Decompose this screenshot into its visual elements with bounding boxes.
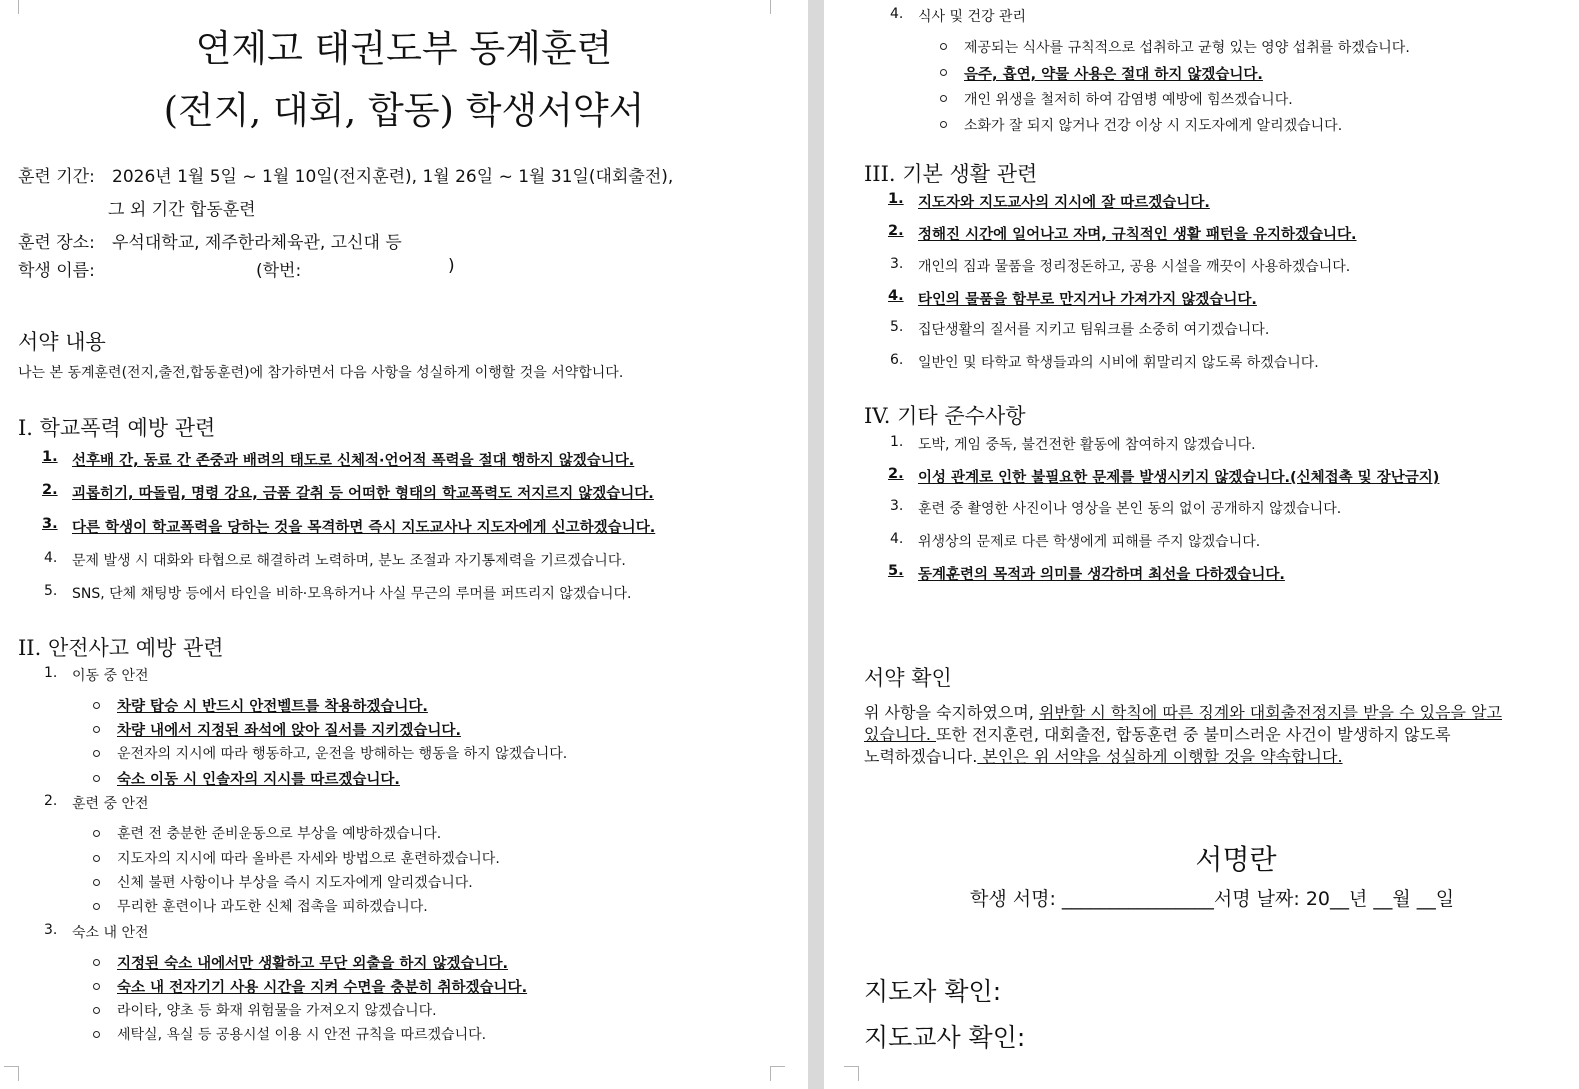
section1-item-number: 4.	[44, 550, 58, 566]
document-title-line1: 연제고 태권도부 동계훈련	[195, 27, 613, 70]
section4-item-5: 동계훈련의 목적과 의미를 생각하며 최선을 다하겠습니다.	[918, 567, 1285, 583]
section2-2-item-4: 무리한 훈련이나 과도한 신체 접촉을 피하겠습니다.	[117, 899, 428, 915]
section3-item-number: 6.	[890, 352, 904, 368]
bullet-circle	[940, 121, 947, 128]
section2-2-item-1: 훈련 전 충분한 준비운동으로 부상을 예방하겠습니다.	[117, 826, 442, 842]
signature-heading: 서명란	[1195, 843, 1277, 876]
confirm-text-underlined: 있습니다.	[864, 725, 936, 744]
section2-4-item-1: 제공되는 식사를 규칙적으로 섭취하고 균형 있는 영양 섭취를 하겠습니다.	[964, 40, 1410, 56]
sign-date-value[interactable]: 20__년 __월 __일	[1305, 888, 1455, 910]
section2-4-item-4: 소화가 잘 되지 않거나 건강 이상 시 지도자에게 알리겠습니다.	[964, 118, 1343, 134]
crop-mark	[770, 1066, 785, 1081]
section2-1-item-3: 운전자의 지시에 따라 행동하고, 운전을 방해하는 행동을 하지 않겠습니다.	[117, 746, 568, 762]
section2-2-item-3: 신체 불편 사항이나 부상을 즉시 지도자에게 알리겠습니다.	[117, 875, 473, 891]
section3-item-number: 5.	[890, 319, 904, 335]
section3-item-6: 일반인 및 타학교 학생들과의 시비에 휘말리지 않도록 하겠습니다.	[918, 355, 1319, 371]
section4-item-3: 훈련 중 촬영한 사진이나 영상을 본인 동의 없이 공개하지 않겠습니다.	[918, 501, 1342, 517]
bullet-circle	[93, 1031, 100, 1038]
student-id-close: )	[448, 256, 455, 276]
crop-mark	[4, 0, 19, 14]
section4-item-number: 1.	[890, 434, 904, 450]
section3-item-number: 4.	[888, 288, 904, 304]
bullet-circle	[940, 43, 947, 50]
crop-mark	[770, 0, 785, 14]
section2-group-label: 숙소 내 안전	[72, 925, 149, 941]
period-label: 훈련 기간:	[18, 167, 95, 187]
student-sign-label: 학생 서명:	[970, 888, 1056, 910]
section3-item-2: 정해진 시간에 일어나고 자며, 규칙적인 생활 패턴을 유지하겠습니다.	[918, 227, 1357, 243]
signature-line	[970, 884, 1454, 911]
confirm-heading: 서약 확인	[864, 666, 952, 690]
pledge-heading: 서약 내용	[18, 330, 106, 354]
section3-item-1: 지도자와 지도교사의 지시에 잘 따르겠습니다.	[918, 195, 1210, 211]
section4-heading: IV. 기타 준수사항	[864, 404, 1026, 428]
section3-item-number: 1.	[888, 191, 904, 207]
bullet-circle	[93, 903, 100, 910]
bullet-circle	[93, 750, 100, 757]
bullet-circle	[93, 855, 100, 862]
confirm-line-2	[864, 722, 1451, 745]
confirm-text-underlined: 위반할 시 학칙에 따른 징계와 대회출전정지를 받을 수 있음을 알고	[1038, 703, 1502, 722]
section2-3-item-4: 세탁실, 욕실 등 공용시설 이용 시 안전 규칙을 따르겠습니다.	[117, 1027, 487, 1043]
pledge-intro: 나는 본 동계훈련(전지,출전,합동훈련)에 참가하면서 다음 사항을 성실하게 이행할 것을 서약합니다.	[18, 365, 624, 381]
bullet-circle	[93, 879, 100, 886]
crop-mark	[844, 1066, 859, 1081]
period-value-continued: 그 외 기간 합동훈련	[108, 200, 256, 220]
section2-2-item-2: 지도자의 지시에 따라 올바른 자세와 방법으로 훈련하겠습니다.	[117, 851, 500, 867]
student-sign-blank[interactable]: ________________	[1061, 888, 1214, 910]
section4-item-1: 도박, 게임 중독, 불건전한 활동에 참여하지 않겠습니다.	[918, 437, 1256, 453]
section1-item-number: 2.	[42, 482, 58, 498]
section2-group-label: 이동 중 안전	[72, 668, 149, 684]
document-page-right	[824, 0, 1579, 1089]
confirm-text: 위 사항을 숙지하였으며,	[864, 703, 1039, 722]
confirm-text: 또한 전지훈련, 대회출전, 합동훈련 중 불미스러운 사건이 발생하지 않도록	[936, 725, 1451, 744]
student-id-open: (학번:	[256, 261, 302, 281]
section2-1-item-2: 차량 내에서 지정된 좌석에 앉아 질서를 지키겠습니다.	[117, 723, 461, 739]
section1-heading: I. 학교폭력 예방 관련	[18, 416, 216, 440]
section2-group-number: 2.	[44, 793, 58, 809]
coach-confirm-label: 지도자 확인:	[864, 977, 1002, 1006]
section2-3-item-1: 지정된 숙소 내에서만 생활하고 무단 외출을 하지 않겠습니다.	[117, 956, 509, 972]
section2-heading: II. 안전사고 예방 관련	[18, 636, 224, 660]
section3-item-4: 타인의 물품을 함부로 만지거나 가져가지 않겠습니다.	[918, 292, 1257, 308]
section2-4-item-2: 음주, 흡연, 약물 사용은 절대 하지 않겠습니다.	[964, 67, 1263, 83]
section3-item-5: 집단생활의 질서를 지키고 팀워크를 소중히 여기겠습니다.	[918, 322, 1270, 338]
bullet-circle	[93, 830, 100, 837]
section3-item-3: 개인의 짐과 물품을 정리정돈하고, 공용 시설을 깨끗이 사용하겠습니다.	[918, 259, 1351, 275]
bullet-circle	[940, 69, 947, 76]
period-value: 2026년 1월 5일 ~ 1월 10일(전지훈련), 1월 26일 ~ 1월 31일(대회출전),	[112, 167, 674, 187]
section2-group-label: 훈련 중 안전	[72, 796, 149, 812]
section4-item-number: 3.	[890, 498, 904, 514]
section2-4-item-3: 개인 위생을 철저히 하여 감염병 예방에 힘쓰겠습니다.	[964, 92, 1293, 108]
section4-item-4: 위생상의 문제로 다른 학생에게 피해를 주지 않겠습니다.	[918, 534, 1261, 550]
confirm-line-1	[864, 700, 1502, 723]
document-title-line2: (전지, 대회, 합동) 학생서약서	[163, 89, 645, 132]
section1-item-number: 5.	[44, 583, 58, 599]
section2-3-item-2: 숙소 내 전자기기 사용 시간을 지켜 수면을 충분히 취하겠습니다.	[117, 980, 528, 996]
section3-heading: III. 기본 생활 관련	[864, 162, 1038, 186]
place-label: 훈련 장소:	[18, 233, 95, 253]
section4-item-2: 이성 관계로 인한 불필요한 문제를 발생시키지 않겠습니다.(신체접촉 및 장난금지)	[918, 470, 1440, 486]
section4-item-number: 4.	[890, 531, 904, 547]
section1-item-number: 1.	[42, 449, 58, 465]
section1-item-5: SNS, 단체 채팅방 등에서 타인을 비하·모욕하거나 사실 무근의 루머를 퍼뜨리지 않겠습니다.	[72, 586, 632, 602]
section2-group-number: 4.	[890, 6, 904, 22]
confirm-line-3	[864, 744, 1343, 767]
student-name-label: 학생 이름:	[18, 261, 95, 281]
confirm-text: 노력하겠습니다.	[864, 747, 978, 766]
section4-item-number: 5.	[888, 563, 904, 579]
bullet-circle	[93, 983, 100, 990]
section2-group-label: 식사 및 건강 관리	[918, 9, 1027, 25]
section2-1-item-1: 차량 탑승 시 반드시 안전벨트를 착용하겠습니다.	[117, 699, 428, 715]
section3-item-number: 3.	[890, 256, 904, 272]
place-value: 우석대학교, 제주한라체육관, 고신대 등	[112, 233, 402, 253]
bullet-circle	[93, 775, 100, 782]
crop-mark	[4, 1066, 19, 1081]
section1-item-1: 선후배 간, 동료 간 존중과 배려의 태도로 신체적·언어적 폭력을 절대 행하지 않겠습니다.	[72, 453, 635, 469]
bullet-circle	[940, 95, 947, 102]
section4-item-number: 2.	[888, 466, 904, 482]
teacher-confirm-label: 지도교사 확인:	[864, 1023, 1026, 1052]
section2-group-number: 3.	[44, 922, 58, 938]
section2-3-item-3: 라이타, 양초 등 화재 위험물을 가져오지 않겠습니다.	[117, 1003, 437, 1019]
sign-date-label: 서명 날짜:	[1213, 888, 1300, 910]
confirm-text-underlined: 본인은 위 서약을 성실하게 이행할 것을 약속합니다.	[977, 747, 1343, 766]
bullet-circle	[93, 702, 100, 709]
section1-item-3: 다른 학생이 학교폭력을 당하는 것을 목격하면 즉시 지도교사나 지도자에게 신고하겠습니다.	[72, 520, 656, 536]
section1-item-4: 문제 발생 시 대화와 타협으로 해결하려 노력하며, 분노 조절과 자기통제력을 기르겠습니다.	[72, 553, 626, 569]
section1-item-number: 3.	[42, 516, 58, 532]
section2-1-item-4: 숙소 이동 시 인솔자의 지시를 따르겠습니다.	[117, 772, 400, 788]
bullet-circle	[93, 959, 100, 966]
section3-item-number: 2.	[888, 223, 904, 239]
section1-item-2: 괴롭히기, 따돌림, 명령 강요, 금품 갈취 등 어떠한 형태의 학교폭력도 저지르지 않겠습니다.	[72, 486, 654, 502]
section2-group-number: 1.	[44, 665, 58, 681]
bullet-circle	[93, 1007, 100, 1014]
bullet-circle	[93, 726, 100, 733]
